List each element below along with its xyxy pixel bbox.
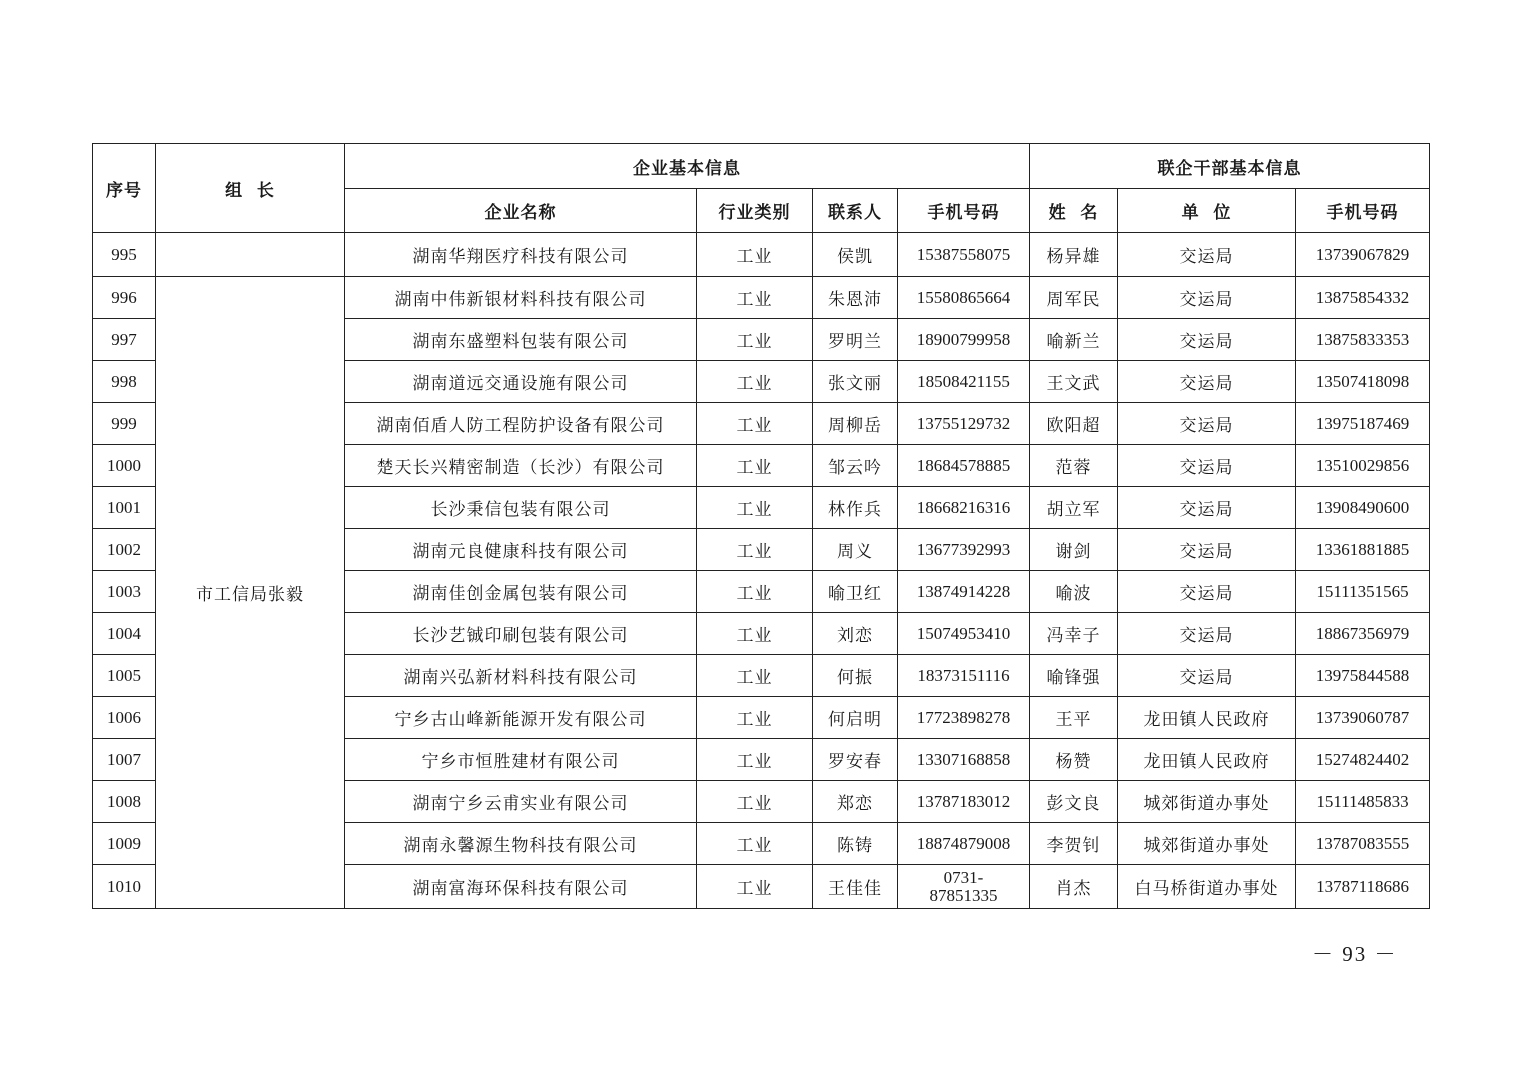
seq-cell: 1001 xyxy=(93,487,156,529)
seq-cell: 1006 xyxy=(93,697,156,739)
contact-cell: 陈铸 xyxy=(813,823,898,865)
unit-cell: 交运局 xyxy=(1118,487,1296,529)
seq-cell: 996 xyxy=(93,277,156,319)
seq-cell: 997 xyxy=(93,319,156,361)
header-seq: 序号 xyxy=(93,144,156,233)
contact-cell: 何振 xyxy=(813,655,898,697)
industry-cell: 工业 xyxy=(697,277,813,319)
company-phone-cell: 18373151116 xyxy=(898,655,1030,697)
company-phone-cell: 15580865664 xyxy=(898,277,1030,319)
company-phone-cell: 17723898278 xyxy=(898,697,1030,739)
header-industry: 行业类别 xyxy=(697,189,813,233)
company-cell: 湖南永馨源生物科技有限公司 xyxy=(345,823,697,865)
unit-cell: 龙田镇人民政府 xyxy=(1118,739,1296,781)
contact-cell: 侯凯 xyxy=(813,233,898,277)
company-cell: 湖南宁乡云甫实业有限公司 xyxy=(345,781,697,823)
contact-cell: 周柳岳 xyxy=(813,403,898,445)
company-cell: 宁乡古山峰新能源开发有限公司 xyxy=(345,697,697,739)
unit-cell: 城郊街道办事处 xyxy=(1118,781,1296,823)
industry-cell: 工业 xyxy=(697,233,813,277)
unit-cell: 城郊街道办事处 xyxy=(1118,823,1296,865)
company-phone-cell: 13787183012 xyxy=(898,781,1030,823)
cadre-phone-cell: 13739067829 xyxy=(1296,233,1430,277)
seq-cell: 999 xyxy=(93,403,156,445)
contact-cell: 周义 xyxy=(813,529,898,571)
seq-cell: 1003 xyxy=(93,571,156,613)
industry-cell: 工业 xyxy=(697,403,813,445)
company-cell: 湖南富海环保科技有限公司 xyxy=(345,865,697,909)
industry-cell: 工业 xyxy=(697,781,813,823)
cadre-name-cell: 胡立军 xyxy=(1030,487,1118,529)
cadre-name-cell: 李贺钊 xyxy=(1030,823,1118,865)
unit-cell: 交运局 xyxy=(1118,655,1296,697)
header-contact: 联系人 xyxy=(813,189,898,233)
cadre-name-cell: 欧阳超 xyxy=(1030,403,1118,445)
cadre-phone-cell: 13908490600 xyxy=(1296,487,1430,529)
cadre-phone-cell: 13507418098 xyxy=(1296,361,1430,403)
unit-cell: 交运局 xyxy=(1118,403,1296,445)
company-phone-cell: 13307168858 xyxy=(898,739,1030,781)
cadre-phone-cell: 15111351565 xyxy=(1296,571,1430,613)
contact-cell: 王佳佳 xyxy=(813,865,898,909)
company-cell: 湖南佰盾人防工程防护设备有限公司 xyxy=(345,403,697,445)
company-cell: 湖南元良健康科技有限公司 xyxy=(345,529,697,571)
industry-cell: 工业 xyxy=(697,529,813,571)
cadre-phone-cell: 13975187469 xyxy=(1296,403,1430,445)
company-cell: 湖南中伟新银材料科技有限公司 xyxy=(345,277,697,319)
seq-cell: 1005 xyxy=(93,655,156,697)
seq-cell: 1008 xyxy=(93,781,156,823)
cadre-name-cell: 周军民 xyxy=(1030,277,1118,319)
company-phone-cell: 18668216316 xyxy=(898,487,1030,529)
cadre-phone-cell: 13787083555 xyxy=(1296,823,1430,865)
contact-cell: 邹云吟 xyxy=(813,445,898,487)
header-cadre-name: 姓 名 xyxy=(1030,189,1118,233)
cadre-phone-cell: 13875854332 xyxy=(1296,277,1430,319)
contact-cell: 喻卫红 xyxy=(813,571,898,613)
seq-cell: 998 xyxy=(93,361,156,403)
industry-cell: 工业 xyxy=(697,445,813,487)
unit-cell: 交运局 xyxy=(1118,445,1296,487)
industry-cell: 工业 xyxy=(697,487,813,529)
unit-cell: 白马桥街道办事处 xyxy=(1118,865,1296,909)
cadre-name-cell: 范蓉 xyxy=(1030,445,1118,487)
seq-cell: 1002 xyxy=(93,529,156,571)
cadre-phone-cell: 13510029856 xyxy=(1296,445,1430,487)
unit-cell: 交运局 xyxy=(1118,571,1296,613)
page-number: － 93 － xyxy=(1312,942,1398,966)
contact-cell: 林作兵 xyxy=(813,487,898,529)
industry-cell: 工业 xyxy=(697,865,813,909)
company-phone-cell: 15387558075 xyxy=(898,233,1030,277)
industry-cell: 工业 xyxy=(697,319,813,361)
header-company-name: 企业名称 xyxy=(345,189,697,233)
cadre-phone-cell: 13875833353 xyxy=(1296,319,1430,361)
header-company-group: 企业基本信息 xyxy=(345,144,1030,189)
cadre-phone-cell: 13787118686 xyxy=(1296,865,1430,909)
cadre-name-cell: 杨异雄 xyxy=(1030,233,1118,277)
company-phone-cell: 0731- 87851335 xyxy=(898,865,1030,909)
leader-cell: 市工信局张毅 xyxy=(156,277,345,909)
contact-cell: 郑恋 xyxy=(813,781,898,823)
industry-cell: 工业 xyxy=(697,823,813,865)
contact-cell: 罗明兰 xyxy=(813,319,898,361)
unit-cell: 龙田镇人民政府 xyxy=(1118,697,1296,739)
contact-cell: 罗安春 xyxy=(813,739,898,781)
header-unit: 单 位 xyxy=(1118,189,1296,233)
cadre-name-cell: 王文武 xyxy=(1030,361,1118,403)
cadre-name-cell: 喻锋强 xyxy=(1030,655,1118,697)
company-phone-cell: 15074953410 xyxy=(898,613,1030,655)
cadre-name-cell: 彭文良 xyxy=(1030,781,1118,823)
cadre-name-cell: 喻波 xyxy=(1030,571,1118,613)
company-phone-cell: 13874914228 xyxy=(898,571,1030,613)
cadre-name-cell: 肖杰 xyxy=(1030,865,1118,909)
table-body xyxy=(93,233,1430,909)
cadre-name-cell: 王平 xyxy=(1030,697,1118,739)
company-phone-cell: 18900799958 xyxy=(898,319,1030,361)
header-cadre-phone: 手机号码 xyxy=(1296,189,1430,233)
cadre-phone-cell: 18867356979 xyxy=(1296,613,1430,655)
cadre-phone-cell: 15274824402 xyxy=(1296,739,1430,781)
unit-cell: 交运局 xyxy=(1118,613,1296,655)
company-phone-cell: 18684578885 xyxy=(898,445,1030,487)
company-cell: 长沙艺铖印刷包装有限公司 xyxy=(345,613,697,655)
table-row xyxy=(93,277,1430,319)
seq-cell: 1004 xyxy=(93,613,156,655)
company-phone-cell: 13677392993 xyxy=(898,529,1030,571)
company-cell: 湖南道远交通设施有限公司 xyxy=(345,361,697,403)
cadre-name-cell: 谢剑 xyxy=(1030,529,1118,571)
cadre-phone-cell: 15111485833 xyxy=(1296,781,1430,823)
unit-cell: 交运局 xyxy=(1118,529,1296,571)
industry-cell: 工业 xyxy=(697,361,813,403)
seq-cell: 1009 xyxy=(93,823,156,865)
company-cell: 宁乡市恒胜建材有限公司 xyxy=(345,739,697,781)
seq-cell: 995 xyxy=(93,233,156,277)
cadre-name-cell: 杨赞 xyxy=(1030,739,1118,781)
unit-cell: 交运局 xyxy=(1118,233,1296,277)
unit-cell: 交运局 xyxy=(1118,361,1296,403)
industry-cell: 工业 xyxy=(697,571,813,613)
enterprise-table xyxy=(92,143,1430,909)
table-header xyxy=(93,144,1430,233)
cadre-phone-cell: 13739060787 xyxy=(1296,697,1430,739)
company-phone-cell: 13755129732 xyxy=(898,403,1030,445)
leader-cell xyxy=(156,233,345,277)
cadre-name-cell: 冯幸子 xyxy=(1030,613,1118,655)
contact-cell: 何启明 xyxy=(813,697,898,739)
company-cell: 湖南佳创金属包装有限公司 xyxy=(345,571,697,613)
table-row xyxy=(93,233,1430,277)
company-cell: 楚天长兴精密制造（长沙）有限公司 xyxy=(345,445,697,487)
seq-cell: 1010 xyxy=(93,865,156,909)
industry-cell: 工业 xyxy=(697,697,813,739)
contact-cell: 朱恩沛 xyxy=(813,277,898,319)
company-cell: 长沙秉信包装有限公司 xyxy=(345,487,697,529)
industry-cell: 工业 xyxy=(697,655,813,697)
company-cell: 湖南兴弘新材料科技有限公司 xyxy=(345,655,697,697)
contact-cell: 张文丽 xyxy=(813,361,898,403)
cadre-phone-cell: 13361881885 xyxy=(1296,529,1430,571)
unit-cell: 交运局 xyxy=(1118,319,1296,361)
industry-cell: 工业 xyxy=(697,613,813,655)
unit-cell: 交运局 xyxy=(1118,277,1296,319)
seq-cell: 1000 xyxy=(93,445,156,487)
header-leader: 组 长 xyxy=(156,144,345,233)
header-cadre-group: 联企干部基本信息 xyxy=(1030,144,1430,189)
company-phone-cell: 18508421155 xyxy=(898,361,1030,403)
company-phone-cell: 18874879008 xyxy=(898,823,1030,865)
seq-cell: 1007 xyxy=(93,739,156,781)
cadre-phone-cell: 13975844588 xyxy=(1296,655,1430,697)
header-company-phone: 手机号码 xyxy=(898,189,1030,233)
industry-cell: 工业 xyxy=(697,739,813,781)
company-cell: 湖南东盛塑料包装有限公司 xyxy=(345,319,697,361)
cadre-name-cell: 喻新兰 xyxy=(1030,319,1118,361)
contact-cell: 刘恋 xyxy=(813,613,898,655)
company-cell: 湖南华翔医疗科技有限公司 xyxy=(345,233,697,277)
